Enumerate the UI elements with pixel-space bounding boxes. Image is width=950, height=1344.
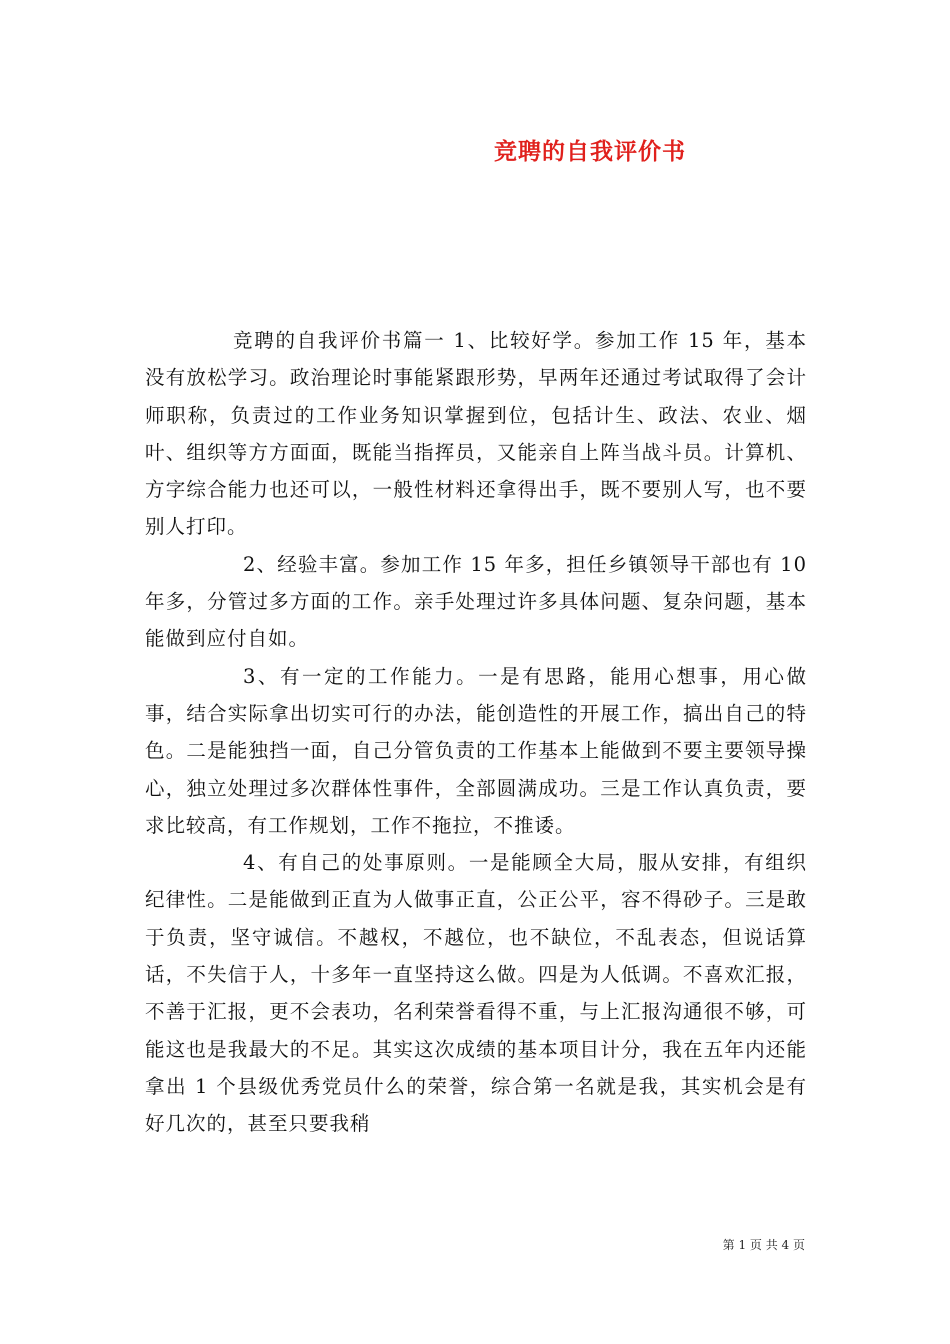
paragraph-4: 4、有自己的处事原则。一是能顾全大局，服从安排，有组织纪律性。二是能做到正直为人做事正直，公正公平，容不得砂子。三是敢于负责，坚守诚信。不越权，不越位，也不缺位，不乱表态，但说话算话，不失信于人，十多年一直坚持这么做。四是为人低调。不喜欢汇报，不善于汇报，更不会表功，名利荣誉看得不重，与上汇报沟通很不够，可能这也是我最大的不足。其实这次成绩的基本项目计分，我在五年内还能拿出 1 个县级优秀党员什么的荣誉，综合第一名就是我，其实机会是有好几次的，甚至只要我稍 [145, 851, 807, 1136]
paragraph-3: 3、有一定的工作能力。一是有思路，能用心想事，用心做事，结合实际拿出切实可行的办法，能创造性的开展工作，搞出自己的特色。二是能独挡一面，自己分管负责的工作基本上能做到不要主要领导操心，独立处理过多次群体性事件，全部圆满成功。三是工作认真负责，要求比较高，有工作规划，工作不拖拉，不推诿。 [145, 664, 807, 837]
document-body [145, 322, 807, 1143]
paragraph-2: 2、经验丰富。参加工作 15 年多，担任乡镇领导干部也有 10 年多，分管过多方面的工作。亲手处理过许多具体问题、复杂问题，基本能做到应付自如。 [145, 552, 807, 651]
page-footer: 第 1 页 共 4 页 [722, 1238, 805, 1252]
document-title: 竞聘的自我评价书 [494, 138, 686, 165]
paragraph-1: 竞聘的自我评价书篇一 1、比较好学。参加工作 15 年，基本没有放松学习。政治理论时事能紧跟形势，早两年还通过考试取得了会计师职称，负责过的工作业务知识掌握到位，包括计生、政法、农业、烟叶、组织等方方面面，既能当指挥员，又能亲自上阵当战斗员。计算机、方字综合能力也还可以，一般性材料还拿得出手，既不要别人写，也不要别人打印。 [145, 329, 807, 539]
